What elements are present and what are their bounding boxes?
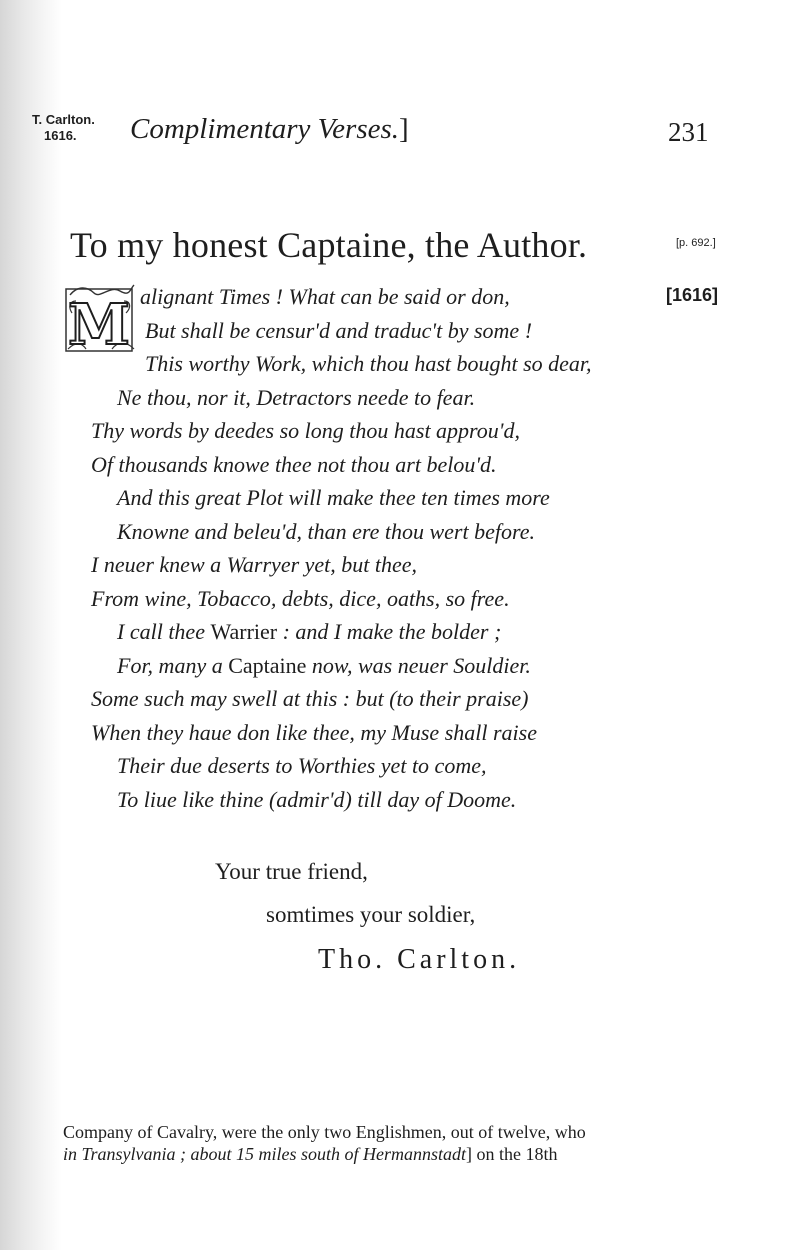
poem-line-12 — [117, 653, 531, 679]
running-head-title — [130, 113, 409, 146]
running-head-author: T. Carlton. — [32, 112, 95, 127]
poem-line-7: And this great Plot will make thee ten times more — [117, 485, 550, 510]
footnote-italic: in Transylvania ; about 15 miles south of Hermannstadt — [63, 1144, 467, 1164]
footnote-bracket: ] — [466, 1144, 473, 1164]
year-note: [1616] — [666, 285, 719, 305]
original-page-note: [p. 692.] — [676, 237, 716, 249]
poem-line-12-b: now, was neuer Souldier. — [311, 653, 531, 678]
footnote-line-1: Company of Cavalry, were the only two Englishmen, out of twelve, who — [63, 1122, 586, 1142]
footnote-rest: on the 18th — [476, 1144, 558, 1164]
footnote-line-2 — [63, 1144, 558, 1165]
poem-word-captaine: Captaine — [228, 653, 307, 678]
signature-closing: Your true friend, — [215, 859, 368, 884]
poem-line-13: Some such may swell at this : but (to their praise) — [91, 686, 529, 711]
running-head-year: 1616. — [44, 128, 77, 143]
poem-line-1: alignant Times ! What can be said or don, — [140, 284, 510, 309]
initial-letter: M — [68, 292, 130, 355]
poem-line-2: But shall be censur'd and traduc't by some ! — [145, 318, 533, 343]
poem-line-8: Knowne and beleu'd, than ere thou wert before. — [117, 519, 535, 544]
page-margin-shadow — [0, 0, 62, 1250]
poem-line-3: This worthy Work, which thou hast bought so dear, — [145, 351, 592, 376]
poem-word-warrier: Warrier — [210, 619, 278, 644]
decorated-initial-m-icon — [64, 283, 139, 355]
poem-line-11-b: : and I make the bolder ; — [282, 619, 502, 644]
poem-title: To my honest Captaine, the Author. — [70, 225, 588, 265]
poem-line-15: Their due deserts to Worthies yet to come, — [117, 753, 487, 778]
poem-line-9: I neuer knew a Warryer yet, but thee, — [91, 552, 418, 577]
poem-line-14: When they haue don like thee, my Muse shall raise — [91, 720, 537, 745]
poem-line-12-a: For, many a — [117, 653, 223, 678]
poem-line-6: Of thousands knowe thee not thou art belou'd. — [91, 452, 497, 477]
poem-line-4: Ne thou, nor it, Detractors neede to fear. — [117, 385, 476, 410]
poem-line-16: To liue like thine (admir'd) till day of Doome. — [117, 787, 517, 812]
decorated-initial-svg — [64, 283, 139, 355]
page-number: 231 — [668, 117, 709, 147]
signature-name: Tho. Carlton. — [318, 944, 521, 975]
poem-line-10: From wine, Tobacco, debts, dice, oaths, so free. — [91, 586, 510, 611]
poem-line-11 — [117, 619, 501, 645]
section-title-bracket: ] — [399, 113, 409, 145]
poem-line-5: Thy words by deedes so long thou hast approu'd, — [91, 418, 521, 443]
poem-line-11-a: I call thee — [117, 619, 205, 644]
signature-role: somtimes your soldier, — [266, 902, 476, 927]
section-title: Complimentary Verses. — [130, 113, 400, 145]
